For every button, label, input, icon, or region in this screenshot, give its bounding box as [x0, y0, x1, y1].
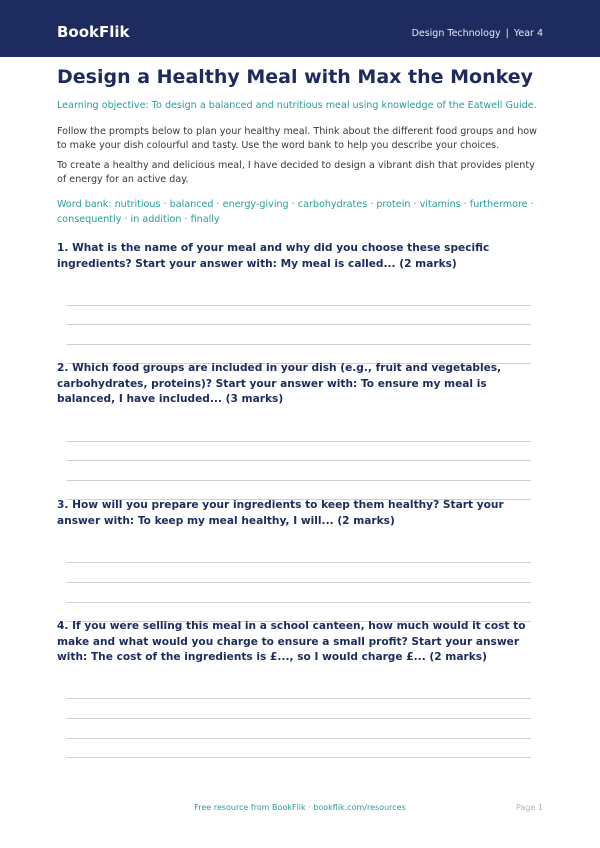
word-bank: Word bank: nutritious · balanced · energy-giving · carbohydrates · protein · vitamins · furthermore · consequently · in addition · finally: [57, 199, 534, 225]
page-number: Page 1: [516, 803, 543, 812]
page-header: [0, 0, 600, 57]
answer-line[interactable]: [67, 757, 531, 758]
header-subject-info: [412, 27, 543, 41]
answer-line[interactable]: [67, 480, 531, 481]
question-1: 1. What is the name of your meal and why did you choose these specific ingredients? Start your answer with: My meal is called... (2 marks): [57, 242, 490, 270]
answer-line[interactable]: [67, 441, 531, 442]
page-title: Design a Healthy Meal with Max the Monkey: [57, 66, 534, 88]
brand-logo: BookFlik: [57, 23, 130, 41]
intro-paragraph: To create a healthy and delicious meal, I have decided to design a vibrant dish that provides plenty of energy for an active day.: [57, 160, 535, 185]
question-3: 3. How will you prepare your ingredients to keep them healthy? Start your answer with: To keep my meal healthy, I will... (2 marks): [57, 499, 504, 527]
question-2: 2. Which food groups are included in your dish (e.g., fruit and vegetables, carbohydrates, proteins)? Start your answer with: To ensure my meal is balanced, I have included... (3 marks): [57, 362, 502, 405]
answer-line[interactable]: [67, 738, 531, 739]
answer-line[interactable]: [67, 324, 531, 325]
answer-line[interactable]: [67, 602, 531, 603]
subject-label: Design Technology: [411, 28, 501, 39]
answer-line[interactable]: [67, 460, 531, 461]
header-separator: |: [505, 28, 509, 39]
answer-line[interactable]: [67, 562, 531, 563]
answer-line[interactable]: [67, 582, 531, 583]
answer-line[interactable]: [67, 344, 531, 345]
footer-credit: Free resource from BookFlik · bookflik.com/resources: [194, 803, 406, 812]
answer-line[interactable]: [67, 305, 531, 306]
answer-line[interactable]: [67, 718, 531, 719]
year-label: Year 4: [513, 28, 543, 39]
answer-line[interactable]: [67, 698, 531, 699]
question-4: 4. If you were selling this meal in a school canteen, how much would it cost to make and what would you charge to ensure a small profit? Start your answer with: The cost of the ingredients is £..., so I would charge £... (2 marks): [57, 620, 526, 663]
intro-paragraph: Follow the prompts below to plan your healthy meal. Think about the different food groups and how to make your dish colourful and tasty. Use the word bank to help you describe your choices.: [57, 126, 538, 151]
learning-objective: Learning objective: To design a balanced and nutritious meal using knowledge of the Eatwell Guide.: [57, 100, 537, 111]
